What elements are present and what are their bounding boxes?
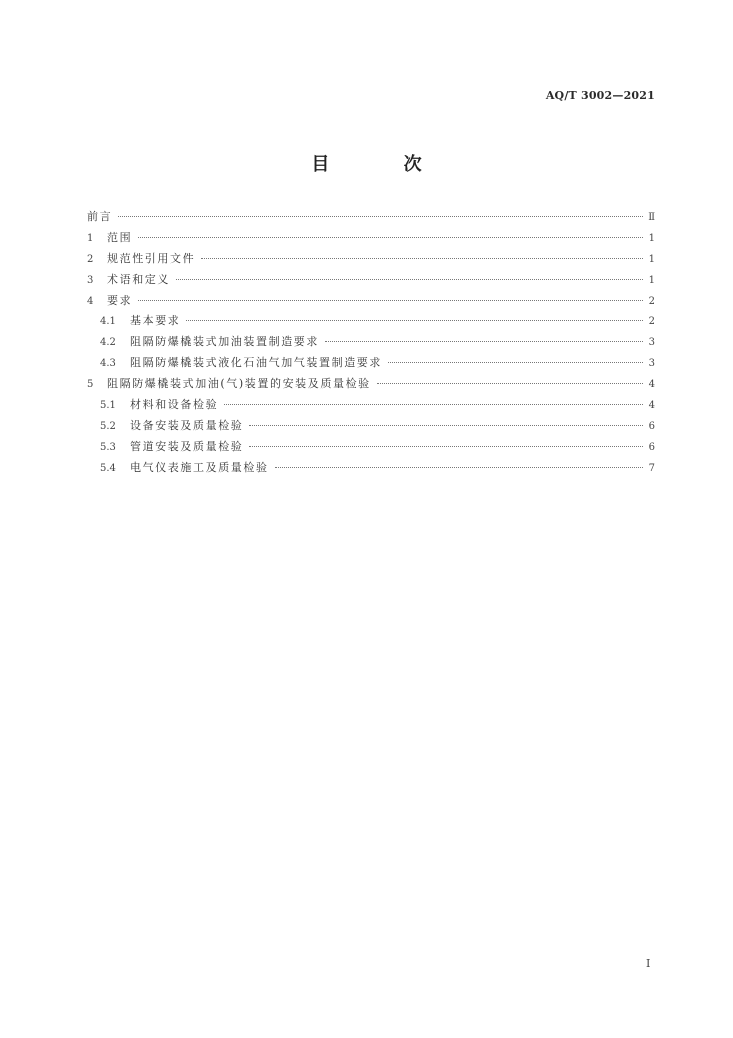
toc-entry-4-1[interactable] (87, 312, 655, 333)
toc-entry-5-2[interactable] (87, 417, 655, 438)
dot-leader (186, 320, 643, 321)
dot-leader (138, 300, 643, 301)
toc-entry-label: 管道安装及质量检验 (130, 439, 244, 453)
toc-entry-3[interactable] (87, 271, 655, 292)
toc-entry-label: 设备安装及质量检验 (130, 418, 244, 432)
toc-entry-page: 4 (648, 379, 655, 391)
toc-entry-number: 4.1 (100, 316, 116, 328)
toc-entry-1[interactable] (87, 229, 655, 250)
toc-entry-number: 5.2 (100, 420, 116, 432)
toc-entry-number: 4 (87, 295, 94, 307)
toc-entry-2[interactable] (87, 250, 655, 271)
toc-entry-page: 1 (648, 253, 655, 265)
toc-entry-page: 2 (648, 295, 655, 307)
toc-entry-number: 2 (87, 253, 94, 265)
dot-leader (377, 383, 643, 384)
toc-entry-page: 6 (648, 420, 655, 432)
dot-leader (176, 279, 643, 280)
toc-entry-5[interactable] (87, 375, 655, 396)
toc-entry-preface[interactable] (87, 208, 655, 229)
page-title: 目 次 (311, 154, 456, 175)
dot-leader (388, 362, 643, 363)
toc-entry-number: 5.1 (100, 400, 116, 412)
toc-entry-label: 电气仪表施工及质量检验 (130, 460, 269, 474)
toc-entry-5-3[interactable] (87, 438, 655, 459)
toc-entry-label: 阻隔防爆橇装式加油装置制造要求 (130, 335, 319, 349)
toc-entry-number: 5.4 (100, 462, 116, 474)
dot-leader (138, 237, 643, 238)
standard-code: AQ/T 3002—2021 (545, 89, 655, 102)
dot-leader (249, 425, 643, 426)
toc-entry-number: 1 (87, 232, 94, 244)
toc-entry-label: 术语和定义 (107, 272, 170, 286)
toc-entry-number: 5.3 (100, 441, 116, 453)
toc-entry-label: 规范性引用文件 (107, 251, 196, 265)
toc-entry-label: 范围 (107, 230, 133, 244)
toc-entry-label: 阻隔防爆橇装式加油(气)装置的安装及质量检验 (107, 377, 371, 391)
toc-entry-page: 4 (648, 400, 655, 412)
toc-entry-number: 5 (87, 379, 94, 391)
toc-entry-page: 3 (648, 358, 655, 370)
dot-leader (249, 446, 643, 447)
toc-entry-5-4[interactable] (87, 459, 655, 480)
toc-entry-page: 1 (648, 232, 655, 244)
dot-leader (118, 216, 643, 217)
toc-entry-label: 阻隔防爆橇装式液化石油气加气装置制造要求 (130, 356, 382, 370)
toc-entry-5-1[interactable] (87, 396, 655, 417)
table-of-contents (87, 208, 655, 480)
toc-entry-label: 基本要求 (130, 314, 181, 328)
toc-entry-number: 3 (87, 274, 94, 286)
toc-entry-4[interactable] (87, 292, 655, 313)
toc-entry-label: 前言 (87, 210, 113, 223)
dot-leader (325, 341, 643, 342)
toc-entry-page: Ⅱ (648, 212, 655, 223)
page-number: Ⅰ (646, 957, 651, 970)
dot-leader (201, 258, 643, 259)
toc-entry-page: 7 (648, 462, 655, 474)
toc-entry-number: 4.3 (100, 358, 116, 370)
toc-entry-page: 2 (648, 316, 655, 328)
dot-leader (275, 467, 643, 468)
toc-entry-label: 材料和设备检验 (130, 398, 219, 412)
toc-entry-4-3[interactable] (87, 354, 655, 375)
toc-entry-label: 要求 (107, 293, 133, 307)
toc-entry-page: 6 (648, 441, 655, 453)
toc-entry-4-2[interactable] (87, 333, 655, 354)
dot-leader (224, 404, 643, 405)
toc-entry-number: 4.2 (100, 337, 116, 349)
toc-entry-page: 3 (648, 337, 655, 349)
toc-entry-page: 1 (648, 274, 655, 286)
